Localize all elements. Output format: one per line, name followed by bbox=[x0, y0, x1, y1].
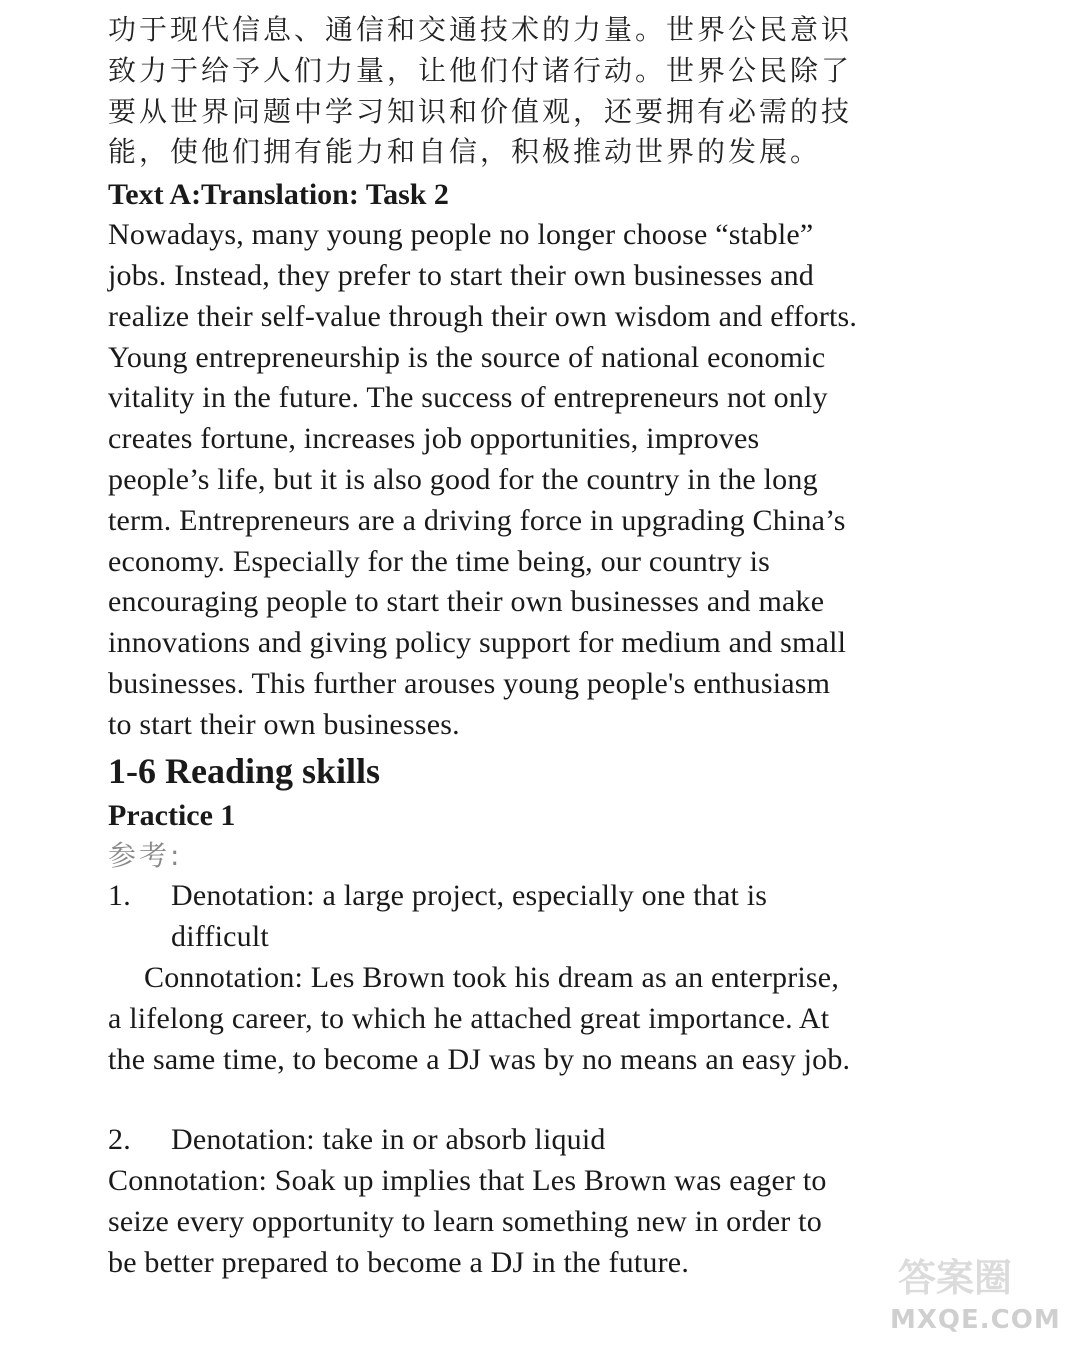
task2-line: creates fortune, increases job opportunities, improves bbox=[108, 422, 760, 456]
reference-label: 参考: bbox=[108, 838, 183, 872]
document-page bbox=[108, 10, 988, 1284]
chinese-line: 致力于给予人们力量，让他们付诸行动。世界公民除了 bbox=[108, 53, 853, 87]
task2-line: realize their self-value through their own wisdom and efforts. bbox=[108, 299, 858, 333]
task2-line: vitality in the future. The success of entrepreneurs not only bbox=[108, 381, 828, 415]
blank-line bbox=[108, 1080, 988, 1120]
watermark-cn: 答案圈 bbox=[898, 1256, 1013, 1300]
item-1-denotation: Denotation: a large project, especially one that is bbox=[171, 879, 768, 913]
item-2-denotation-row bbox=[108, 1120, 988, 1161]
item-2-denotation: Denotation: take in or absorb liquid bbox=[171, 1123, 606, 1157]
task2-line: Nowadays, many young people no longer choose “stable” bbox=[108, 218, 814, 252]
task2-paragraph bbox=[108, 215, 988, 745]
task2-heading: Text A:Translation: Task 2 bbox=[108, 178, 449, 212]
item-1-denotation-cont: difficult bbox=[171, 920, 269, 954]
task2-line: encouraging people to start their own businesses and make bbox=[108, 585, 825, 619]
item-1-number: 1. bbox=[108, 879, 131, 913]
task2-line: jobs. Instead, they prefer to start their own businesses and bbox=[108, 258, 814, 292]
section-heading: 1-6 Reading skills bbox=[108, 750, 381, 791]
task2-line: to start their own businesses. bbox=[108, 707, 460, 741]
watermark-en: MXQE.COM bbox=[890, 1305, 1061, 1335]
item-2-number: 2. bbox=[108, 1123, 131, 1157]
task2-line: economy. Especially for the time being, our country is bbox=[108, 544, 771, 578]
task2-line: businesses. This further arouses young people's enthusiasm bbox=[108, 666, 831, 700]
item-1-connotation-line: a lifelong career, to which he attached great importance. At bbox=[108, 1001, 830, 1035]
chinese-paragraph bbox=[108, 10, 988, 173]
item-2 bbox=[108, 1120, 988, 1283]
task2-line: people’s life, but it is also good for the country in the long bbox=[108, 462, 818, 496]
chinese-line: 要从世界问题中学习知识和价值观，还要拥有必需的技 bbox=[108, 94, 853, 128]
task2-line: term. Entrepreneurs are a driving force in upgrading China’s bbox=[108, 503, 846, 537]
item-2-connotation-line: Connotation: Soak up implies that Les Brown was eager to bbox=[108, 1164, 827, 1198]
item-2-connotation-line: be better prepared to become a DJ in the future. bbox=[108, 1245, 690, 1279]
chinese-line: 功于现代信息、通信和交通技术的力量。世界公民意识 bbox=[108, 13, 853, 46]
item-1-connotation-line: the same time, to become a DJ was by no means an easy job. bbox=[108, 1042, 851, 1076]
chinese-line: 能，使他们拥有能力和自信，积极推动世界的发展。 bbox=[108, 135, 822, 169]
task2-line: innovations and giving policy support for medium and small bbox=[108, 626, 847, 660]
item-2-connotation-line: seize every opportunity to learn something new in order to bbox=[108, 1204, 822, 1238]
item-1-denotation-row bbox=[108, 876, 988, 917]
item-1 bbox=[108, 876, 988, 1080]
practice-heading: Practice 1 bbox=[108, 798, 236, 832]
item-1-connotation-line: Connotation: Les Brown took his dream as an enterprise, bbox=[144, 960, 840, 994]
task2-line: Young entrepreneurship is the source of national economic bbox=[108, 340, 826, 374]
site-watermark bbox=[890, 1247, 1060, 1335]
